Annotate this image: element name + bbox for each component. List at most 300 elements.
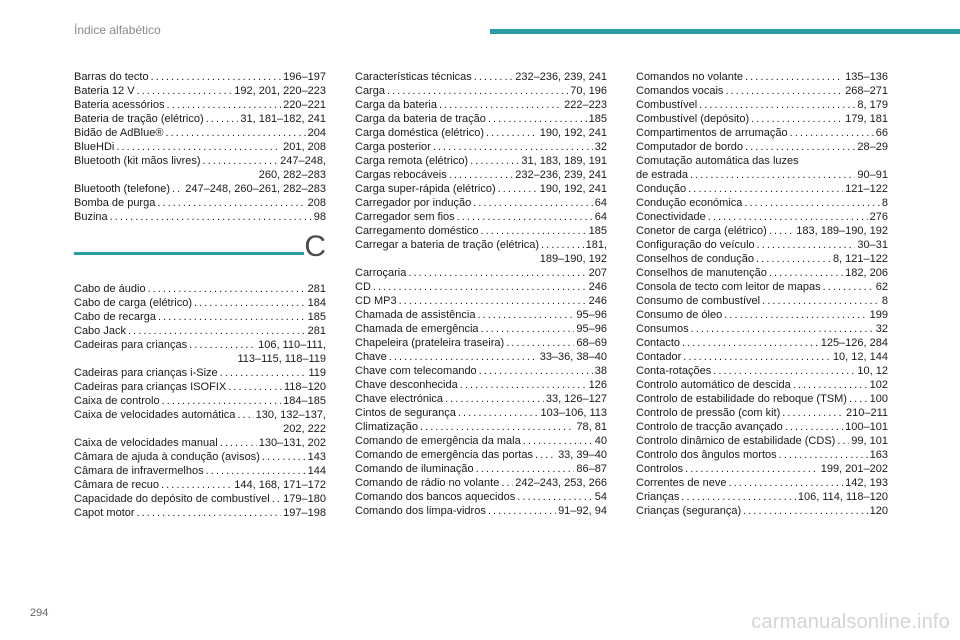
index-entry-line xyxy=(636,448,888,462)
index-entry-line xyxy=(355,168,607,182)
index-term: Controlo de pressão (com kit) xyxy=(636,407,781,419)
dot-leader xyxy=(724,308,867,322)
index-entry-line xyxy=(74,394,326,408)
index-pages: 281 xyxy=(307,283,326,295)
index-entry xyxy=(636,322,888,336)
index-entry xyxy=(636,336,888,350)
index-pages: 276 xyxy=(869,211,888,223)
index-entry-line xyxy=(636,322,888,336)
dot-leader xyxy=(685,462,819,476)
index-entry-line xyxy=(74,84,326,98)
index-term: Carga super-rápida (elétrico) xyxy=(355,183,496,195)
dot-leader xyxy=(189,338,256,352)
index-entry xyxy=(636,70,888,84)
index-column-1 xyxy=(74,70,326,520)
index-pages: 220–221 xyxy=(283,99,326,111)
index-entry xyxy=(636,378,888,392)
index-term: Comandos no volante xyxy=(636,71,744,83)
index-entry xyxy=(74,478,326,492)
index-term: Cadeiras para crianças i-Size xyxy=(74,367,218,379)
index-pages: 197–198 xyxy=(283,507,326,519)
index-entry-line xyxy=(636,308,888,322)
dot-leader xyxy=(517,490,593,504)
index-entry-line xyxy=(636,182,888,196)
index-entry xyxy=(355,70,607,84)
dot-leader xyxy=(535,448,556,462)
index-term: Controlo automático de descida xyxy=(636,379,791,391)
index-entry-line xyxy=(74,492,326,506)
index-pages: 33–36, 38–40 xyxy=(539,351,607,363)
dot-leader xyxy=(206,112,239,126)
index-pages: 8 xyxy=(881,295,888,307)
index-entry-line xyxy=(636,392,888,406)
index-entry xyxy=(74,140,326,154)
dot-leader xyxy=(681,490,795,504)
index-pages: 31, 183, 189, 191 xyxy=(521,155,607,167)
dot-leader xyxy=(237,408,253,422)
index-entry-line xyxy=(636,420,888,434)
index-term: Caixa de velocidades manual xyxy=(74,437,218,449)
index-entry xyxy=(355,266,607,280)
index-term: Cadeiras para crianças ISOFIX xyxy=(74,381,227,393)
dot-leader xyxy=(220,366,307,380)
index-entry-line xyxy=(355,294,607,308)
index-entry-line xyxy=(74,338,326,352)
index-pages: 185 xyxy=(307,311,326,323)
index-entry xyxy=(74,506,326,520)
index-entry xyxy=(355,378,607,392)
dot-leader xyxy=(420,420,574,434)
index-term: Chamada de assistência xyxy=(355,309,476,321)
index-term: Contador xyxy=(636,351,682,363)
dot-leader xyxy=(713,364,855,378)
index-pages: 54 xyxy=(594,491,607,503)
dot-leader xyxy=(165,126,305,140)
dot-leader xyxy=(172,182,183,196)
index-entry-line xyxy=(355,182,607,196)
index-entry xyxy=(636,140,888,154)
index-entry xyxy=(636,294,888,308)
index-pages: 91–92, 94 xyxy=(558,505,607,517)
index-entry xyxy=(355,112,607,126)
dot-leader xyxy=(690,168,855,182)
index-entry xyxy=(355,448,607,462)
dot-leader xyxy=(486,126,538,140)
index-term: Chamada de emergência xyxy=(355,323,479,335)
index-term: Carregar a bateria de tração (elétrica) xyxy=(355,239,540,251)
dot-leader xyxy=(373,280,587,294)
index-pages: 130–131, 202 xyxy=(258,437,326,449)
index-entry xyxy=(355,238,607,266)
index-entry xyxy=(636,266,888,280)
index-term: Consumo de óleo xyxy=(636,309,723,321)
index-pages-continued: 260, 282–283 xyxy=(258,169,326,181)
dot-leader xyxy=(699,98,855,112)
index-entry-line xyxy=(355,210,607,224)
index-entry-line xyxy=(355,154,607,168)
index-entry-line xyxy=(355,84,607,98)
index-entry-line xyxy=(355,364,607,378)
dot-leader xyxy=(460,378,587,392)
index-pages: 32 xyxy=(875,323,888,335)
index-term: Combustível xyxy=(636,99,698,111)
index-entry-line xyxy=(74,366,326,380)
index-term: Consola de tecto com leitor de mapas xyxy=(636,281,821,293)
index-pages: 78, 81 xyxy=(576,421,607,433)
index-entry-line xyxy=(355,336,607,350)
index-term: Controlo dinâmico de estabilidade (CDS) xyxy=(636,435,836,447)
watermark: carmanualsonline.info xyxy=(751,611,950,633)
index-term: Caixa de velocidades automática xyxy=(74,409,236,421)
index-pages: 281 xyxy=(307,325,326,337)
index-entry-line xyxy=(74,282,326,296)
index-term: Carga xyxy=(355,85,385,97)
index-term: Configuração do veículo xyxy=(636,239,755,251)
index-entry-line xyxy=(355,434,607,448)
index-entry xyxy=(636,154,888,168)
index-entry xyxy=(636,168,888,182)
index-entry xyxy=(636,98,888,112)
dot-leader xyxy=(488,504,556,518)
index-term: Carga posterior xyxy=(355,141,431,153)
dot-leader xyxy=(790,126,874,140)
dot-leader xyxy=(488,112,587,126)
index-entry xyxy=(636,392,888,406)
index-term: de estrada xyxy=(636,169,688,181)
index-entry-line xyxy=(355,238,607,252)
index-pages: 125–126, 284 xyxy=(820,337,888,349)
index-entry xyxy=(74,464,326,478)
index-entry xyxy=(636,238,888,252)
index-entry xyxy=(74,98,326,112)
index-pages: 68–69 xyxy=(576,337,607,349)
index-term: Câmara de recuo xyxy=(74,479,159,491)
index-pages: 33, 39–40 xyxy=(558,449,607,461)
dot-leader xyxy=(162,394,282,408)
index-entry xyxy=(636,490,888,504)
index-term: Comando de rádio no volante xyxy=(355,477,500,489)
index-pages: 222–223 xyxy=(564,99,607,111)
index-entry xyxy=(636,420,888,434)
index-pages: 102 xyxy=(869,379,888,391)
dot-leader xyxy=(782,406,844,420)
index-entry xyxy=(636,350,888,364)
index-entry-label: Comutação automática das luzes xyxy=(636,155,799,167)
index-pages: 95–96 xyxy=(576,323,607,335)
index-term: Comando dos bancos aquecidos xyxy=(355,491,516,503)
dot-leader xyxy=(137,506,282,520)
index-entry xyxy=(355,84,607,98)
index-entry-line xyxy=(74,408,326,422)
index-entry-line xyxy=(636,224,888,238)
index-entry xyxy=(74,492,326,506)
index-pages: 268–271 xyxy=(845,85,888,97)
index-entry xyxy=(636,224,888,238)
index-entry-line xyxy=(74,310,326,324)
index-pages: 33, 126–127 xyxy=(545,393,607,405)
index-pages: 31, 181–182, 241 xyxy=(240,113,326,125)
index-pages: 196–197 xyxy=(283,71,326,83)
index-term: Bateria 12 V xyxy=(74,85,135,97)
index-entry xyxy=(355,350,607,364)
index-entry-line xyxy=(74,140,326,154)
index-pages: 247–248, 260–261, 282–283 xyxy=(185,183,326,195)
index-entry-line xyxy=(355,224,607,238)
index-term: Conta-rotações xyxy=(636,365,712,377)
index-term: Carga da bateria de tração xyxy=(355,113,486,125)
index-entry xyxy=(355,504,607,518)
index-entry xyxy=(636,364,888,378)
index-term: Conselhos de condução xyxy=(636,253,755,265)
section-divider-c xyxy=(74,230,326,276)
index-pages: 100–101 xyxy=(845,421,888,433)
index-entry xyxy=(636,462,888,476)
index-pages: 183, 189–190, 192 xyxy=(796,225,888,237)
index-entry-line xyxy=(355,476,607,490)
index-pages: 247–248, xyxy=(280,155,326,167)
index-pages: 246 xyxy=(588,281,607,293)
section-letter: C xyxy=(304,230,326,263)
index-pages: 242–243, 253, 266 xyxy=(515,477,607,489)
dot-leader xyxy=(116,140,281,154)
index-entry xyxy=(74,112,326,126)
dot-leader xyxy=(194,296,306,310)
index-pages: 208 xyxy=(307,197,326,209)
index-entry xyxy=(355,420,607,434)
dot-leader xyxy=(128,324,306,338)
dot-leader xyxy=(682,336,819,350)
index-term: Crianças (segurança) xyxy=(636,505,742,517)
index-entry-line xyxy=(636,350,888,364)
index-entry-line xyxy=(636,476,888,490)
index-pages: 246 xyxy=(588,295,607,307)
dot-leader xyxy=(477,308,574,322)
index-entry xyxy=(74,450,326,464)
index-pages: 62 xyxy=(875,281,888,293)
index-entry-line xyxy=(355,70,607,84)
index-column-3 xyxy=(636,70,888,518)
index-entry xyxy=(636,84,888,98)
index-pages: 181, xyxy=(585,239,607,251)
index-term: Comando de iluminação xyxy=(355,463,474,475)
index-entry xyxy=(636,406,888,420)
index-term: Buzina xyxy=(74,211,108,223)
page-number: 294 xyxy=(30,607,49,619)
index-entry-line xyxy=(74,182,326,196)
dot-leader xyxy=(408,266,586,280)
dot-leader xyxy=(167,98,282,112)
index-term: Caixa de controlo xyxy=(74,395,160,407)
index-entry-line xyxy=(636,364,888,378)
index-pages: 199 xyxy=(869,309,888,321)
index-entry xyxy=(355,322,607,336)
index-term: Cadeiras para crianças xyxy=(74,339,188,351)
index-entry xyxy=(355,280,607,294)
dot-leader xyxy=(445,392,544,406)
dot-leader xyxy=(389,350,538,364)
index-term: Controlo de tracção avançado xyxy=(636,421,783,433)
index-term: Cabo de áudio xyxy=(74,283,146,295)
index-entry xyxy=(74,324,326,338)
index-term: Bateria de tração (elétrico) xyxy=(74,113,204,125)
index-term: Cargas rebocáveis xyxy=(355,169,447,181)
index-entry-line xyxy=(74,324,326,338)
index-entry-line xyxy=(355,378,607,392)
dot-leader xyxy=(137,84,233,98)
index-entry-line xyxy=(355,126,607,140)
index-entry-line xyxy=(74,196,326,210)
index-pages: 182, 206 xyxy=(845,267,888,279)
dot-leader xyxy=(769,266,843,280)
index-term: Cintos de segurança xyxy=(355,407,456,419)
index-entry xyxy=(74,282,326,296)
index-entry-line xyxy=(74,70,326,84)
index-pages: 66 xyxy=(875,127,888,139)
index-entry-line xyxy=(636,126,888,140)
index-term: Bidão de AdBlue® xyxy=(74,127,164,139)
dot-leader xyxy=(206,464,306,478)
index-term: Conectividade xyxy=(636,211,706,223)
index-pages: 210–211 xyxy=(845,407,888,419)
index-pages: 106, 114, 118–120 xyxy=(797,491,888,503)
dot-leader xyxy=(439,98,562,112)
index-entry xyxy=(355,210,607,224)
index-entry xyxy=(355,308,607,322)
index-entry xyxy=(636,280,888,294)
index-entry-line xyxy=(355,112,607,126)
index-term: Capacidade do depósito de combustível xyxy=(74,493,270,505)
dot-leader xyxy=(449,168,514,182)
index-entry xyxy=(355,336,607,350)
index-pages: 121–122 xyxy=(845,183,888,195)
dot-leader xyxy=(473,196,593,210)
index-entry xyxy=(636,434,888,448)
index-entry-line xyxy=(355,98,607,112)
index-entry xyxy=(636,476,888,490)
dot-leader xyxy=(479,364,593,378)
index-pages: 98 xyxy=(313,211,326,223)
dot-leader xyxy=(743,504,867,518)
index-pages: 28–29 xyxy=(857,141,888,153)
index-term: Carga da bateria xyxy=(355,99,437,111)
index-entry-line xyxy=(636,140,888,154)
index-pages: 142, 193 xyxy=(845,477,888,489)
index-term: Condução económica xyxy=(636,197,743,209)
dot-leader xyxy=(779,448,868,462)
index-entry xyxy=(355,196,607,210)
index-pages-continued: 189–190, 192 xyxy=(539,253,607,265)
index-entry xyxy=(74,436,326,450)
dot-leader xyxy=(481,224,587,238)
dot-leader xyxy=(501,476,513,490)
index-pages: 192, 201, 220–223 xyxy=(234,85,326,97)
header-accent-bar xyxy=(490,29,960,34)
dot-leader xyxy=(203,154,279,168)
index-entry-line xyxy=(636,98,888,112)
dot-leader xyxy=(837,434,849,448)
dot-leader xyxy=(110,210,312,224)
index-entry xyxy=(355,490,607,504)
index-column-2 xyxy=(355,70,607,518)
index-pages: 106, 110–111, xyxy=(258,339,326,351)
index-entry-line xyxy=(74,296,326,310)
index-term: Chave xyxy=(355,351,387,363)
index-entry xyxy=(74,408,326,436)
index-entry-line xyxy=(355,392,607,406)
index-entry-line xyxy=(355,140,607,154)
dot-leader xyxy=(683,350,831,364)
dot-leader xyxy=(228,380,282,394)
index-entry xyxy=(636,126,888,140)
index-term: Computador de bordo xyxy=(636,141,744,153)
dot-leader xyxy=(148,282,306,296)
index-entry-line xyxy=(74,154,326,168)
dot-leader xyxy=(474,70,513,84)
index-term: Cabo de carga (elétrico) xyxy=(74,297,193,309)
index-pages: 201, 208 xyxy=(283,141,326,153)
index-entry xyxy=(636,210,888,224)
index-entry xyxy=(636,252,888,266)
index-entry xyxy=(636,182,888,196)
index-entry-line xyxy=(355,196,607,210)
section-divider-line xyxy=(74,252,304,255)
index-term: Cabo de recarga xyxy=(74,311,156,323)
index-entry-line xyxy=(636,70,888,84)
index-entry-line xyxy=(74,98,326,112)
index-pages: 100 xyxy=(869,393,888,405)
index-entry-line xyxy=(74,478,326,492)
dot-leader xyxy=(756,252,831,266)
index-pages: 40 xyxy=(594,435,607,447)
index-pages: 199, 201–202 xyxy=(820,463,888,475)
index-entry-line xyxy=(355,322,607,336)
index-term: Climatização xyxy=(355,421,418,433)
index-list xyxy=(355,70,607,518)
dot-leader xyxy=(481,322,575,336)
index-entry xyxy=(355,434,607,448)
index-pages: 190, 192, 241 xyxy=(539,127,607,139)
dot-leader xyxy=(157,196,305,210)
index-entry xyxy=(355,406,607,420)
index-pages-continued: 113–115, 118–119 xyxy=(237,353,326,365)
dot-leader xyxy=(151,70,282,84)
index-entry-line xyxy=(636,378,888,392)
dot-leader xyxy=(785,420,843,434)
index-pages: 207 xyxy=(588,267,607,279)
index-entry xyxy=(74,182,326,196)
index-entry-line xyxy=(636,238,888,252)
index-entry xyxy=(636,308,888,322)
index-pages: 126 xyxy=(588,379,607,391)
index-entry xyxy=(74,394,326,408)
index-entry-line xyxy=(636,84,888,98)
index-entry-line xyxy=(636,434,888,448)
index-entry xyxy=(355,140,607,154)
index-entry xyxy=(74,70,326,84)
dot-leader xyxy=(220,436,257,450)
dot-leader xyxy=(161,478,232,492)
index-term: Bateria acessórios xyxy=(74,99,165,111)
index-entry xyxy=(355,182,607,196)
dot-leader xyxy=(433,140,593,154)
index-entry-line xyxy=(636,112,888,126)
index-pages: 144, 168, 171–172 xyxy=(234,479,326,491)
dot-leader xyxy=(476,462,575,476)
index-entry-line xyxy=(636,196,888,210)
index-term: Crianças xyxy=(636,491,680,503)
dot-leader xyxy=(272,492,281,506)
index-pages: 185 xyxy=(588,113,607,125)
